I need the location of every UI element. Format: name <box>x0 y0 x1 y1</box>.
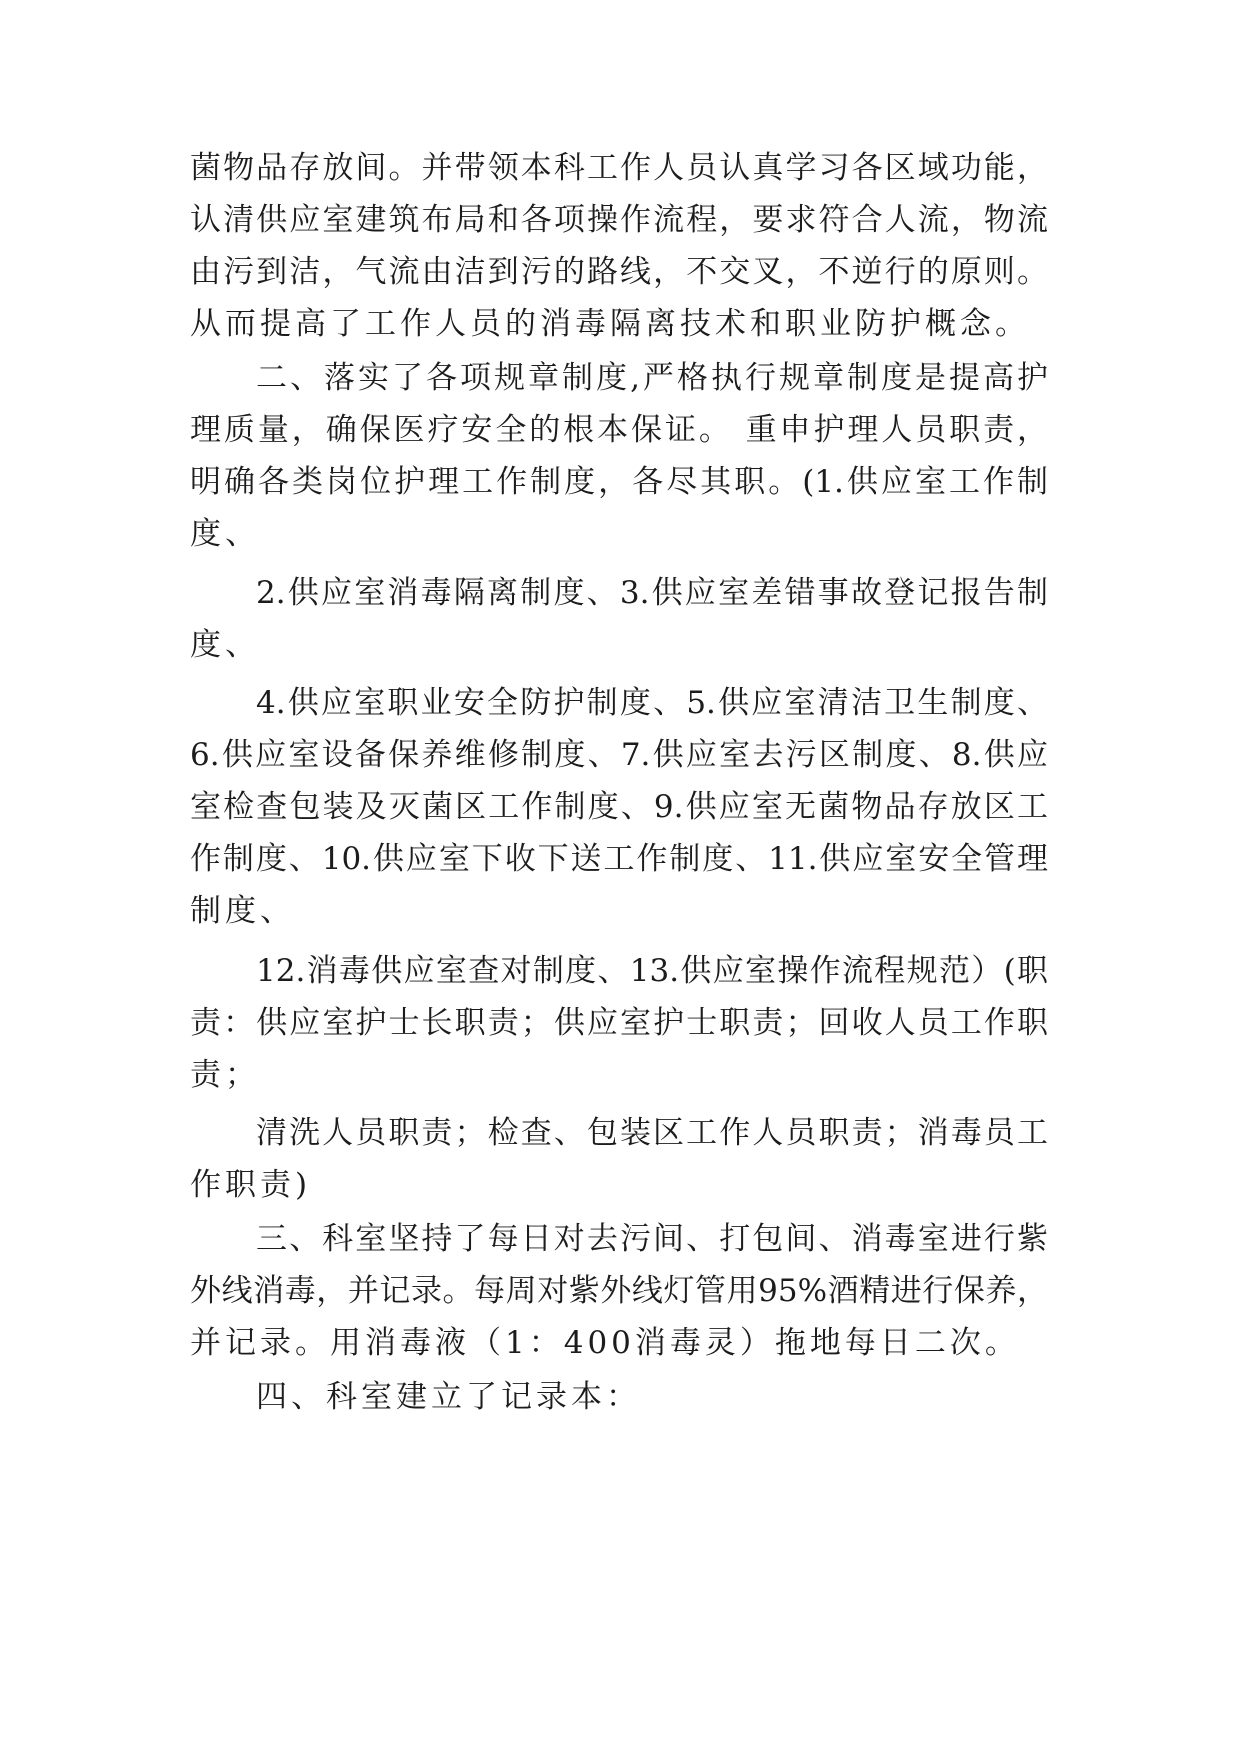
text-line-11: 4.供应室职业安全防护制度、5.供应室清洁卫生制度、 <box>256 685 1048 721</box>
text-line-20: 作职责) <box>190 1167 312 1203</box>
text-line-4: 从而提高了工作人员的消毒隔离技术和职业防护概念。 <box>190 306 1030 342</box>
text-line-17: 责：供应室护士长职责；供应室护士职责；回收人员工作职 <box>190 1005 1048 1041</box>
text-line-16: 12.消毒供应室查对制度、13.供应室操作流程规范）(职 <box>256 953 1048 989</box>
text-line-18: 责； <box>190 1057 260 1093</box>
text-line-14: 作制度、10.供应室下收下送工作制度、11.供应室安全管理 <box>190 841 1048 877</box>
text-line-23: 并记录。用消毒液（1：400消毒灵）拖地每日二次。 <box>190 1325 1020 1361</box>
text-line-15: 制度、 <box>190 893 295 929</box>
text-line-6: 理质量，确保医疗安全的根本保证。 重申护理人员职责， <box>190 412 1048 448</box>
text-line-13: 室检查包装及灭菌区工作制度、9.供应室无菌物品存放区工 <box>190 789 1048 825</box>
text-line-22: 外线消毒，并记录。每周对紫外线灯管用95%酒精进行保养， <box>190 1273 1048 1309</box>
text-line-8: 度、 <box>190 516 260 552</box>
text-line-7: 明确各类岗位护理工作制度，各尽其职。(1.供应室工作制 <box>190 464 1048 500</box>
text-line-10: 度、 <box>190 627 260 663</box>
text-line-3: 由污到洁，气流由洁到污的路线，不交叉，不逆行的原则。 <box>190 254 1048 290</box>
text-line-24: 四、科室建立了记录本： <box>256 1379 641 1415</box>
text-line-19: 清洗人员职责；检查、包装区工作人员职责；消毒员工 <box>256 1115 1048 1151</box>
text-line-21: 三、科室坚持了每日对去污间、打包间、消毒室进行紫 <box>256 1221 1048 1257</box>
text-line-5: 二、落实了各项规章制度,严格执行规章制度是提高护 <box>256 360 1048 396</box>
text-line-12: 6.供应室设备保养维修制度、7.供应室去污区制度、8.供应 <box>190 737 1048 773</box>
text-line-2: 认清供应室建筑布局和各项操作流程，要求符合人流，物流 <box>190 202 1048 238</box>
text-line-9: 2.供应室消毒隔离制度、3.供应室差错事故登记报告制 <box>256 575 1048 611</box>
text-line-1: 菌物品存放间。并带领本科工作人员认真学习各区域功能， <box>190 150 1048 186</box>
